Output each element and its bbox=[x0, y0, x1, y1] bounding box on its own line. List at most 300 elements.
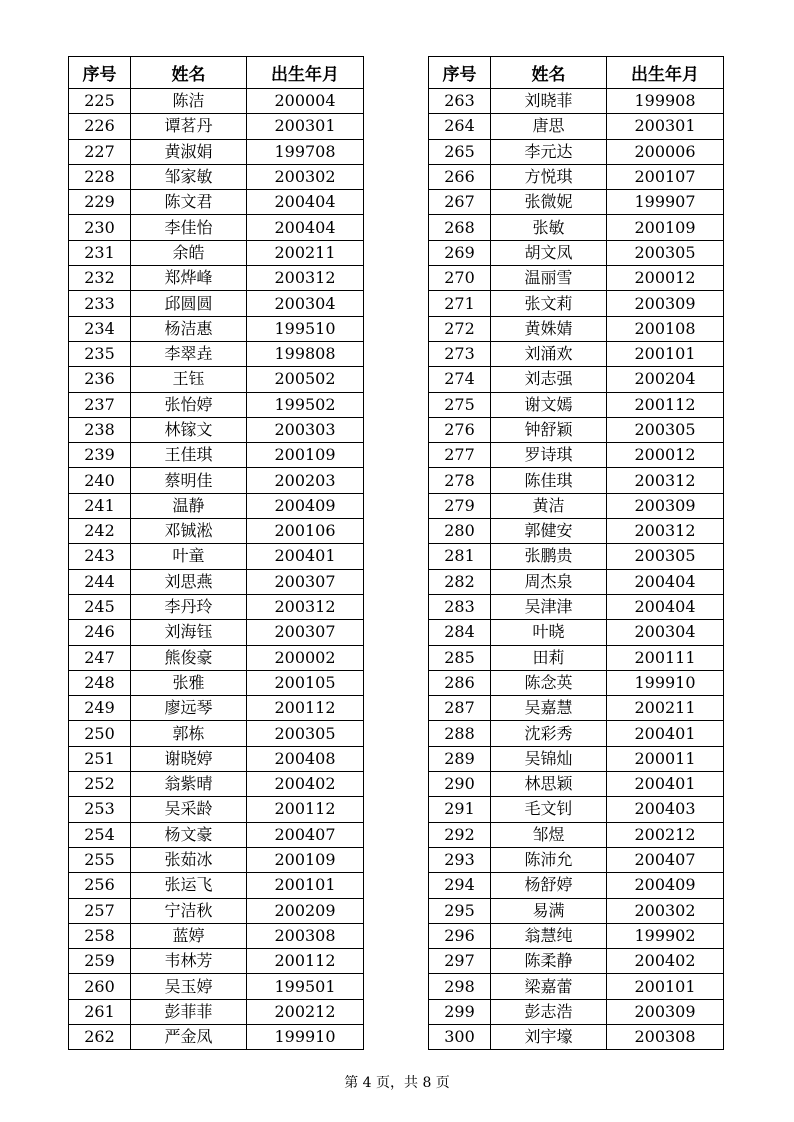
row-name: 邹家敏 bbox=[131, 164, 247, 189]
table-row bbox=[69, 797, 364, 822]
table-row bbox=[429, 1024, 724, 1049]
row-birth-month: 200101 bbox=[247, 873, 364, 898]
table-row bbox=[429, 341, 724, 366]
row-birth-month: 200404 bbox=[247, 215, 364, 240]
row-birth-month: 200107 bbox=[607, 164, 724, 189]
table-row bbox=[429, 569, 724, 594]
row-birth-month: 200109 bbox=[247, 443, 364, 468]
table-row bbox=[69, 215, 364, 240]
row-birth-month: 200305 bbox=[607, 240, 724, 265]
roster-body-left bbox=[69, 89, 364, 1050]
row-birth-month: 200305 bbox=[247, 721, 364, 746]
row-name: 叶童 bbox=[131, 544, 247, 569]
table-header-row bbox=[69, 57, 364, 89]
row-name: 周杰泉 bbox=[491, 569, 607, 594]
row-serial-number: 267 bbox=[429, 190, 491, 215]
table-row bbox=[429, 898, 724, 923]
table-row bbox=[69, 139, 364, 164]
row-name: 宁洁秋 bbox=[131, 898, 247, 923]
row-name: 吴玉婷 bbox=[131, 974, 247, 999]
row-birth-month: 200407 bbox=[247, 822, 364, 847]
row-birth-month: 199902 bbox=[607, 923, 724, 948]
row-name: 张茹冰 bbox=[131, 847, 247, 872]
table-row bbox=[69, 620, 364, 645]
row-serial-number: 230 bbox=[69, 215, 131, 240]
row-serial-number: 255 bbox=[69, 847, 131, 872]
row-serial-number: 271 bbox=[429, 291, 491, 316]
row-name: 杨文豪 bbox=[131, 822, 247, 847]
header-serial-number: 序号 bbox=[69, 57, 131, 89]
table-row bbox=[69, 266, 364, 291]
table-row bbox=[69, 746, 364, 771]
row-name: 刘宇壕 bbox=[491, 1024, 607, 1049]
row-birth-month: 199910 bbox=[247, 1024, 364, 1049]
table-row bbox=[429, 89, 724, 114]
row-name: 刘思燕 bbox=[131, 569, 247, 594]
row-serial-number: 247 bbox=[69, 645, 131, 670]
row-birth-month: 200307 bbox=[247, 620, 364, 645]
row-birth-month: 200312 bbox=[247, 266, 364, 291]
table-row bbox=[69, 164, 364, 189]
row-birth-month: 199808 bbox=[247, 341, 364, 366]
table-row bbox=[69, 721, 364, 746]
row-serial-number: 235 bbox=[69, 341, 131, 366]
row-serial-number: 268 bbox=[429, 215, 491, 240]
row-birth-month: 200203 bbox=[247, 468, 364, 493]
table-row bbox=[69, 696, 364, 721]
row-birth-month: 200408 bbox=[247, 746, 364, 771]
row-serial-number: 272 bbox=[429, 316, 491, 341]
row-serial-number: 231 bbox=[69, 240, 131, 265]
row-birth-month: 200402 bbox=[247, 772, 364, 797]
row-birth-month: 200212 bbox=[247, 999, 364, 1024]
row-birth-month: 200309 bbox=[607, 999, 724, 1024]
table-row bbox=[429, 746, 724, 771]
row-name: 黄淑娟 bbox=[131, 139, 247, 164]
row-birth-month: 200312 bbox=[607, 519, 724, 544]
row-serial-number: 290 bbox=[429, 772, 491, 797]
row-birth-month: 200211 bbox=[247, 240, 364, 265]
table-row bbox=[429, 797, 724, 822]
row-name: 廖远琴 bbox=[131, 696, 247, 721]
table-row bbox=[69, 417, 364, 442]
row-serial-number: 237 bbox=[69, 392, 131, 417]
row-name: 邱圆圆 bbox=[131, 291, 247, 316]
row-name: 陈柔静 bbox=[491, 949, 607, 974]
row-serial-number: 264 bbox=[429, 114, 491, 139]
row-name: 王佳琪 bbox=[131, 443, 247, 468]
row-serial-number: 291 bbox=[429, 797, 491, 822]
table-row bbox=[429, 721, 724, 746]
row-serial-number: 300 bbox=[429, 1024, 491, 1049]
row-name: 张敏 bbox=[491, 215, 607, 240]
roster-table-right bbox=[428, 56, 724, 1050]
row-birth-month: 200012 bbox=[607, 443, 724, 468]
roster-body-right bbox=[429, 89, 724, 1050]
table-row bbox=[429, 974, 724, 999]
row-birth-month: 200407 bbox=[607, 847, 724, 872]
row-serial-number: 244 bbox=[69, 569, 131, 594]
table-row bbox=[69, 443, 364, 468]
table-row bbox=[429, 999, 724, 1024]
row-birth-month: 199501 bbox=[247, 974, 364, 999]
row-serial-number: 256 bbox=[69, 873, 131, 898]
row-birth-month: 200403 bbox=[607, 797, 724, 822]
table-row bbox=[69, 493, 364, 518]
table-row bbox=[429, 923, 724, 948]
row-serial-number: 298 bbox=[429, 974, 491, 999]
row-name: 易满 bbox=[491, 898, 607, 923]
row-serial-number: 263 bbox=[429, 89, 491, 114]
table-row bbox=[69, 519, 364, 544]
row-birth-month: 200111 bbox=[607, 645, 724, 670]
row-name: 吴采龄 bbox=[131, 797, 247, 822]
table-row bbox=[429, 164, 724, 189]
row-name: 彭志浩 bbox=[491, 999, 607, 1024]
row-name: 吴嘉慧 bbox=[491, 696, 607, 721]
row-name: 唐思 bbox=[491, 114, 607, 139]
row-birth-month: 199708 bbox=[247, 139, 364, 164]
row-birth-month: 200101 bbox=[607, 974, 724, 999]
row-name: 毛文钊 bbox=[491, 797, 607, 822]
row-name: 叶晓 bbox=[491, 620, 607, 645]
row-name: 陈念英 bbox=[491, 670, 607, 695]
table-row bbox=[429, 670, 724, 695]
row-name: 郭健安 bbox=[491, 519, 607, 544]
row-serial-number: 245 bbox=[69, 594, 131, 619]
row-serial-number: 297 bbox=[429, 949, 491, 974]
table-row bbox=[69, 923, 364, 948]
row-serial-number: 283 bbox=[429, 594, 491, 619]
row-serial-number: 288 bbox=[429, 721, 491, 746]
table-row bbox=[429, 696, 724, 721]
row-name: 李元达 bbox=[491, 139, 607, 164]
row-name: 郭栋 bbox=[131, 721, 247, 746]
row-serial-number: 273 bbox=[429, 341, 491, 366]
row-serial-number: 270 bbox=[429, 266, 491, 291]
row-serial-number: 262 bbox=[69, 1024, 131, 1049]
row-name: 罗诗琪 bbox=[491, 443, 607, 468]
table-row bbox=[69, 291, 364, 316]
row-name: 杨洁惠 bbox=[131, 316, 247, 341]
row-name: 余皓 bbox=[131, 240, 247, 265]
header-name: 姓名 bbox=[131, 57, 247, 89]
row-serial-number: 295 bbox=[429, 898, 491, 923]
table-row bbox=[429, 847, 724, 872]
row-serial-number: 276 bbox=[429, 417, 491, 442]
row-name: 张怡婷 bbox=[131, 392, 247, 417]
row-birth-month: 200409 bbox=[607, 873, 724, 898]
row-serial-number: 266 bbox=[429, 164, 491, 189]
row-name: 陈佳琪 bbox=[491, 468, 607, 493]
row-serial-number: 248 bbox=[69, 670, 131, 695]
row-name: 陈文君 bbox=[131, 190, 247, 215]
row-serial-number: 294 bbox=[429, 873, 491, 898]
row-birth-month: 200112 bbox=[247, 797, 364, 822]
table-row bbox=[69, 594, 364, 619]
row-serial-number: 246 bbox=[69, 620, 131, 645]
row-birth-month: 200012 bbox=[607, 266, 724, 291]
table-row bbox=[429, 190, 724, 215]
row-birth-month: 200404 bbox=[607, 594, 724, 619]
row-serial-number: 253 bbox=[69, 797, 131, 822]
table-row bbox=[69, 873, 364, 898]
row-name: 邓铖淞 bbox=[131, 519, 247, 544]
row-serial-number: 299 bbox=[429, 999, 491, 1024]
row-name: 郑烨峰 bbox=[131, 266, 247, 291]
row-name: 林思颖 bbox=[491, 772, 607, 797]
row-birth-month: 200106 bbox=[247, 519, 364, 544]
row-birth-month: 200112 bbox=[607, 392, 724, 417]
row-serial-number: 232 bbox=[69, 266, 131, 291]
table-row bbox=[429, 493, 724, 518]
row-birth-month: 200211 bbox=[607, 696, 724, 721]
table-row bbox=[69, 645, 364, 670]
row-birth-month: 200303 bbox=[247, 417, 364, 442]
table-row bbox=[69, 392, 364, 417]
row-name: 吴津津 bbox=[491, 594, 607, 619]
row-birth-month: 200112 bbox=[247, 949, 364, 974]
row-serial-number: 285 bbox=[429, 645, 491, 670]
row-serial-number: 233 bbox=[69, 291, 131, 316]
row-birth-month: 200304 bbox=[607, 620, 724, 645]
row-birth-month: 200309 bbox=[607, 493, 724, 518]
row-serial-number: 228 bbox=[69, 164, 131, 189]
row-serial-number: 284 bbox=[429, 620, 491, 645]
table-row bbox=[429, 949, 724, 974]
row-serial-number: 296 bbox=[429, 923, 491, 948]
row-serial-number: 278 bbox=[429, 468, 491, 493]
row-serial-number: 286 bbox=[429, 670, 491, 695]
row-birth-month: 199908 bbox=[607, 89, 724, 114]
row-name: 李丹玲 bbox=[131, 594, 247, 619]
row-name: 翁紫晴 bbox=[131, 772, 247, 797]
table-row bbox=[429, 544, 724, 569]
row-serial-number: 241 bbox=[69, 493, 131, 518]
row-birth-month: 200312 bbox=[607, 468, 724, 493]
row-birth-month: 200105 bbox=[247, 670, 364, 695]
row-serial-number: 243 bbox=[69, 544, 131, 569]
table-row bbox=[429, 620, 724, 645]
table-row bbox=[429, 392, 724, 417]
row-name: 韦林芳 bbox=[131, 949, 247, 974]
row-name: 刘志强 bbox=[491, 367, 607, 392]
row-name: 张鹏贵 bbox=[491, 544, 607, 569]
row-name: 胡文凤 bbox=[491, 240, 607, 265]
row-serial-number: 258 bbox=[69, 923, 131, 948]
row-birth-month: 200011 bbox=[607, 746, 724, 771]
row-name: 田莉 bbox=[491, 645, 607, 670]
row-serial-number: 234 bbox=[69, 316, 131, 341]
row-birth-month: 200302 bbox=[247, 164, 364, 189]
table-row bbox=[429, 266, 724, 291]
row-name: 严金凤 bbox=[131, 1024, 247, 1049]
row-serial-number: 292 bbox=[429, 822, 491, 847]
table-row bbox=[429, 139, 724, 164]
row-serial-number: 277 bbox=[429, 443, 491, 468]
row-serial-number: 250 bbox=[69, 721, 131, 746]
row-name: 张文莉 bbox=[491, 291, 607, 316]
row-birth-month: 200312 bbox=[247, 594, 364, 619]
row-birth-month: 200308 bbox=[607, 1024, 724, 1049]
row-name: 陈沛允 bbox=[491, 847, 607, 872]
header-serial-number: 序号 bbox=[429, 57, 491, 89]
row-name: 彭菲菲 bbox=[131, 999, 247, 1024]
row-name: 黄姝婧 bbox=[491, 316, 607, 341]
row-birth-month: 199510 bbox=[247, 316, 364, 341]
table-row bbox=[69, 949, 364, 974]
table-row bbox=[69, 190, 364, 215]
row-birth-month: 200404 bbox=[247, 190, 364, 215]
row-birth-month: 200309 bbox=[607, 291, 724, 316]
table-row bbox=[69, 670, 364, 695]
row-serial-number: 257 bbox=[69, 898, 131, 923]
row-name: 方悦琪 bbox=[491, 164, 607, 189]
row-birth-month: 200212 bbox=[607, 822, 724, 847]
row-name: 蓝婷 bbox=[131, 923, 247, 948]
row-serial-number: 289 bbox=[429, 746, 491, 771]
row-name: 张微妮 bbox=[491, 190, 607, 215]
table-row bbox=[429, 215, 724, 240]
row-serial-number: 236 bbox=[69, 367, 131, 392]
row-name: 梁嘉蕾 bbox=[491, 974, 607, 999]
row-name: 吴锦灿 bbox=[491, 746, 607, 771]
row-serial-number: 225 bbox=[69, 89, 131, 114]
row-birth-month: 200301 bbox=[247, 114, 364, 139]
table-row bbox=[429, 367, 724, 392]
row-serial-number: 249 bbox=[69, 696, 131, 721]
row-name: 谢晓婷 bbox=[131, 746, 247, 771]
table-row bbox=[69, 89, 364, 114]
table-row bbox=[69, 367, 364, 392]
table-row bbox=[429, 822, 724, 847]
table-row bbox=[69, 999, 364, 1024]
row-name: 张雅 bbox=[131, 670, 247, 695]
row-serial-number: 229 bbox=[69, 190, 131, 215]
row-birth-month: 200006 bbox=[607, 139, 724, 164]
row-serial-number: 251 bbox=[69, 746, 131, 771]
row-birth-month: 200109 bbox=[247, 847, 364, 872]
table-row bbox=[429, 594, 724, 619]
row-serial-number: 281 bbox=[429, 544, 491, 569]
table-row bbox=[69, 1024, 364, 1049]
row-serial-number: 282 bbox=[429, 569, 491, 594]
row-serial-number: 260 bbox=[69, 974, 131, 999]
row-serial-number: 274 bbox=[429, 367, 491, 392]
table-row bbox=[429, 468, 724, 493]
row-name: 王钰 bbox=[131, 367, 247, 392]
row-name: 陈洁 bbox=[131, 89, 247, 114]
row-serial-number: 287 bbox=[429, 696, 491, 721]
row-serial-number: 254 bbox=[69, 822, 131, 847]
row-serial-number: 275 bbox=[429, 392, 491, 417]
row-birth-month: 200401 bbox=[607, 721, 724, 746]
row-birth-month: 200112 bbox=[247, 696, 364, 721]
row-name: 熊俊豪 bbox=[131, 645, 247, 670]
row-serial-number: 242 bbox=[69, 519, 131, 544]
row-birth-month: 200304 bbox=[247, 291, 364, 316]
table-row bbox=[429, 240, 724, 265]
table-row bbox=[429, 316, 724, 341]
row-name: 谭茗丹 bbox=[131, 114, 247, 139]
row-serial-number: 252 bbox=[69, 772, 131, 797]
row-birth-month: 200401 bbox=[607, 772, 724, 797]
table-row bbox=[69, 974, 364, 999]
row-birth-month: 200002 bbox=[247, 645, 364, 670]
row-serial-number: 227 bbox=[69, 139, 131, 164]
row-birth-month: 200502 bbox=[247, 367, 364, 392]
row-birth-month: 200209 bbox=[247, 898, 364, 923]
row-birth-month: 199910 bbox=[607, 670, 724, 695]
table-row bbox=[429, 114, 724, 139]
row-name: 黄洁 bbox=[491, 493, 607, 518]
row-birth-month: 200307 bbox=[247, 569, 364, 594]
row-serial-number: 238 bbox=[69, 417, 131, 442]
row-name: 林镓文 bbox=[131, 417, 247, 442]
table-row bbox=[69, 569, 364, 594]
row-birth-month: 200402 bbox=[607, 949, 724, 974]
row-name: 张运飞 bbox=[131, 873, 247, 898]
table-row bbox=[429, 772, 724, 797]
row-name: 钟舒颖 bbox=[491, 417, 607, 442]
row-name: 邹煜 bbox=[491, 822, 607, 847]
row-name: 杨舒婷 bbox=[491, 873, 607, 898]
row-serial-number: 261 bbox=[69, 999, 131, 1024]
table-row bbox=[429, 417, 724, 442]
row-birth-month: 199907 bbox=[607, 190, 724, 215]
row-serial-number: 259 bbox=[69, 949, 131, 974]
row-birth-month: 200108 bbox=[607, 316, 724, 341]
row-birth-month: 200109 bbox=[607, 215, 724, 240]
header-birth-month: 出生年月 bbox=[247, 57, 364, 89]
row-birth-month: 200301 bbox=[607, 114, 724, 139]
row-birth-month: 200409 bbox=[247, 493, 364, 518]
row-birth-month: 200404 bbox=[607, 569, 724, 594]
row-name: 李翠垚 bbox=[131, 341, 247, 366]
table-row bbox=[429, 645, 724, 670]
table-row bbox=[429, 519, 724, 544]
row-serial-number: 240 bbox=[69, 468, 131, 493]
row-birth-month: 200101 bbox=[607, 341, 724, 366]
row-name: 温丽雪 bbox=[491, 266, 607, 291]
row-serial-number: 293 bbox=[429, 847, 491, 872]
row-name: 刘晓菲 bbox=[491, 89, 607, 114]
header-name: 姓名 bbox=[491, 57, 607, 89]
roster-table-left bbox=[68, 56, 364, 1050]
table-row bbox=[69, 898, 364, 923]
row-serial-number: 265 bbox=[429, 139, 491, 164]
row-birth-month: 199502 bbox=[247, 392, 364, 417]
table-header-row bbox=[429, 57, 724, 89]
row-birth-month: 200302 bbox=[607, 898, 724, 923]
row-birth-month: 200305 bbox=[607, 417, 724, 442]
table-row bbox=[429, 873, 724, 898]
table-row bbox=[69, 468, 364, 493]
header-birth-month: 出生年月 bbox=[607, 57, 724, 89]
table-row bbox=[69, 316, 364, 341]
row-name: 谢文嫣 bbox=[491, 392, 607, 417]
table-row bbox=[69, 114, 364, 139]
row-serial-number: 280 bbox=[429, 519, 491, 544]
table-row bbox=[69, 822, 364, 847]
row-birth-month: 200308 bbox=[247, 923, 364, 948]
row-serial-number: 226 bbox=[69, 114, 131, 139]
row-birth-month: 200004 bbox=[247, 89, 364, 114]
row-name: 温静 bbox=[131, 493, 247, 518]
row-birth-month: 200401 bbox=[247, 544, 364, 569]
row-name: 刘海钰 bbox=[131, 620, 247, 645]
table-row bbox=[69, 772, 364, 797]
